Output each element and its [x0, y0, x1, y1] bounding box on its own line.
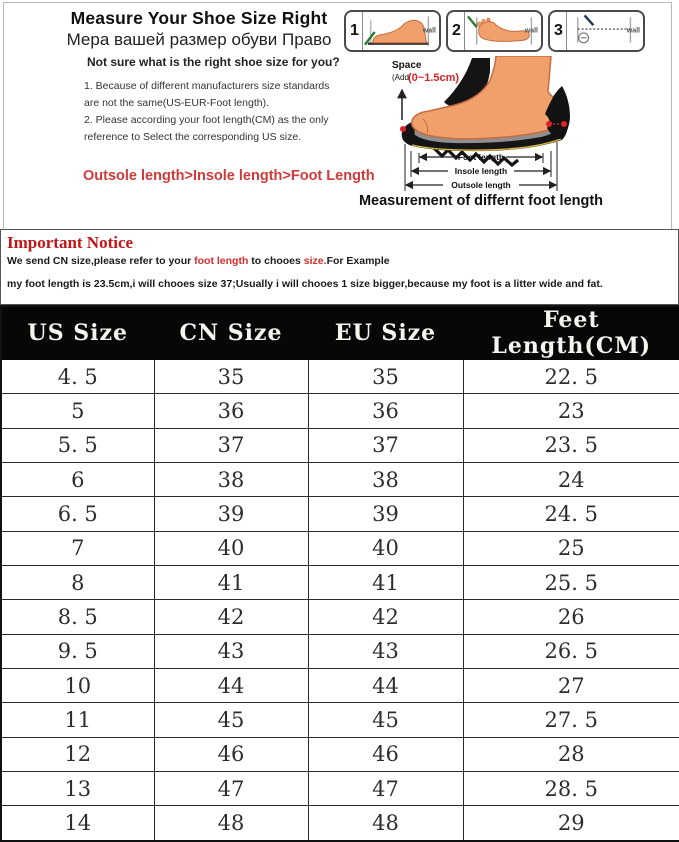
table-cell-feet-length: 26. 5: [463, 634, 679, 668]
wall-label: wall: [626, 27, 640, 35]
notice-foot-length-highlight: foot length: [194, 255, 249, 267]
instruction-point-2: 2. Please according your foot length(CM) as the only reference to Select the corresponding US size.: [84, 114, 329, 143]
table-cell-us-size: 5: [1, 394, 154, 428]
table-cell-cn-size: 42: [154, 600, 308, 634]
table-cell-cn-size: 38: [154, 463, 308, 497]
table-cell-us-size: 5. 5: [1, 428, 154, 462]
table-row: [1, 428, 679, 462]
table-cell-us-size: 8. 5: [1, 600, 154, 634]
table-cell-feet-length: 28. 5: [463, 772, 679, 806]
table-cell-us-size: 8: [1, 566, 154, 600]
table-cell-eu-size: 39: [308, 497, 463, 531]
table-row: [1, 600, 679, 634]
step-1-number: 1: [346, 12, 363, 50]
table-cell-feet-length: 27: [463, 669, 679, 703]
measure-step-3: [548, 10, 645, 52]
table-cell-cn-size: 44: [154, 669, 308, 703]
column-header-cn-size: CN Size: [154, 306, 308, 360]
table-row: [1, 394, 679, 428]
table-cell-eu-size: 36: [308, 394, 463, 428]
table-row: [1, 634, 679, 668]
table-cell-feet-length: 25: [463, 531, 679, 565]
table-row: [1, 772, 679, 806]
table-cell-feet-length: 28: [463, 737, 679, 771]
table-cell-us-size: 9. 5: [1, 634, 154, 668]
table-cell-eu-size: 37: [308, 428, 463, 462]
table-cell-feet-length: 24: [463, 463, 679, 497]
table-cell-cn-size: 46: [154, 737, 308, 771]
table-cell-us-size: 12: [1, 737, 154, 771]
table-cell-feet-length: 23. 5: [463, 428, 679, 462]
column-header-feet-length: Feet Length(CM): [463, 306, 679, 360]
table-row: [1, 737, 679, 771]
space-range-label: (0~1.5cm): [408, 72, 460, 84]
table-cell-cn-size: 39: [154, 497, 308, 531]
table-cell-us-size: 11: [1, 703, 154, 737]
size-conversion-table: [0, 305, 679, 842]
wall-label: wall: [524, 27, 538, 35]
space-add-label: (Add: [392, 73, 409, 82]
table-cell-feet-length: 24. 5: [463, 497, 679, 531]
table-cell-eu-size: 48: [308, 806, 463, 841]
length-priority-note: Outsole length>Insole length>Foot Length: [83, 168, 375, 184]
notice-line-1: [7, 255, 678, 267]
table-row: [1, 566, 679, 600]
table-cell-eu-size: 40: [308, 531, 463, 565]
table-cell-cn-size: 36: [154, 394, 308, 428]
table-cell-us-size: 10: [1, 669, 154, 703]
table-cell-us-size: 6. 5: [1, 497, 154, 531]
important-notice-box: [0, 229, 679, 305]
notice-line-2: my foot length is 23.5cm,i will chooes size 37;Usually i will chooes 1 size bigger,because my foot is a litter wide and fat.: [7, 278, 603, 290]
table-cell-eu-size: 41: [308, 566, 463, 600]
instruction-point-1: 1. Because of different manufacturers size standards are not the same(US-EUR-Foot length).: [84, 80, 330, 109]
table-cell-eu-size: 45: [308, 703, 463, 737]
table-cell-feet-length: 26: [463, 600, 679, 634]
table-cell-feet-length: 22. 5: [463, 360, 679, 394]
table-cell-cn-size: 37: [154, 428, 308, 462]
table-cell-eu-size: 44: [308, 669, 463, 703]
table-cell-eu-size: 38: [308, 463, 463, 497]
table-cell-us-size: 6: [1, 463, 154, 497]
column-header-us-size: US Size: [1, 306, 154, 360]
table-cell-eu-size: 47: [308, 772, 463, 806]
table-row: [1, 497, 679, 531]
table-cell-cn-size: 47: [154, 772, 308, 806]
step-3-number: 3: [550, 12, 567, 50]
table-cell-feet-length: 29: [463, 806, 679, 841]
table-cell-feet-length: 27. 5: [463, 703, 679, 737]
table-cell-feet-length: 23: [463, 394, 679, 428]
notice-line1-text: We send CN size,please refer to your: [7, 255, 195, 267]
measure-step-1: [344, 10, 441, 52]
table-cell-cn-size: 40: [154, 531, 308, 565]
notice-title: Important Notice: [7, 233, 134, 252]
table-cell-eu-size: 46: [308, 737, 463, 771]
notice-size-highlight: size.: [303, 255, 327, 267]
table-cell-eu-size: 35: [308, 360, 463, 394]
table-cell-cn-size: 45: [154, 703, 308, 737]
table-cell-cn-size: 41: [154, 566, 308, 600]
wall-label: wall: [422, 27, 436, 35]
foot-length-label: Foot length: [457, 152, 505, 162]
outsole-length-label: Outsole length: [451, 180, 511, 190]
diagram-caption: Measurement of differnt foot length: [358, 193, 604, 209]
space-label: Space: [392, 60, 422, 71]
table-cell-eu-size: 42: [308, 600, 463, 634]
table-cell-us-size: 7: [1, 531, 154, 565]
notice-line1-text: For Example: [326, 255, 390, 267]
table-row: [1, 703, 679, 737]
table-cell-cn-size: 35: [154, 360, 308, 394]
page-subtitle-russian: Мера вашей размер обуви Право: [66, 30, 332, 49]
table-cell-us-size: 4. 5: [1, 360, 154, 394]
table-header-row: [1, 306, 679, 360]
size-table-body: [1, 360, 679, 842]
toe-tip-dot: [400, 126, 406, 132]
table-row: [1, 531, 679, 565]
table-row: [1, 360, 679, 394]
notice-line1-text: to chooes: [248, 255, 304, 267]
foot-length-diagram: [392, 56, 652, 192]
table-cell-cn-size: 48: [154, 806, 308, 841]
table-row: [1, 463, 679, 497]
table-cell-us-size: 14: [1, 806, 154, 841]
measure-step-2: [446, 10, 543, 52]
table-row: [1, 806, 679, 841]
table-row: [1, 669, 679, 703]
column-header-eu-size: EU Size: [308, 306, 463, 360]
measure-steps: [344, 10, 645, 52]
table-cell-eu-size: 43: [308, 634, 463, 668]
page-title: Measure Your Shoe Size Right: [70, 8, 328, 28]
table-cell-feet-length: 25. 5: [463, 566, 679, 600]
insole-length-label: Insole length: [454, 166, 508, 176]
table-cell-us-size: 13: [1, 772, 154, 806]
table-cell-cn-size: 43: [154, 634, 308, 668]
question-text: Not sure what is the right shoe size for you?: [87, 55, 340, 69]
step-2-number: 2: [448, 12, 465, 50]
